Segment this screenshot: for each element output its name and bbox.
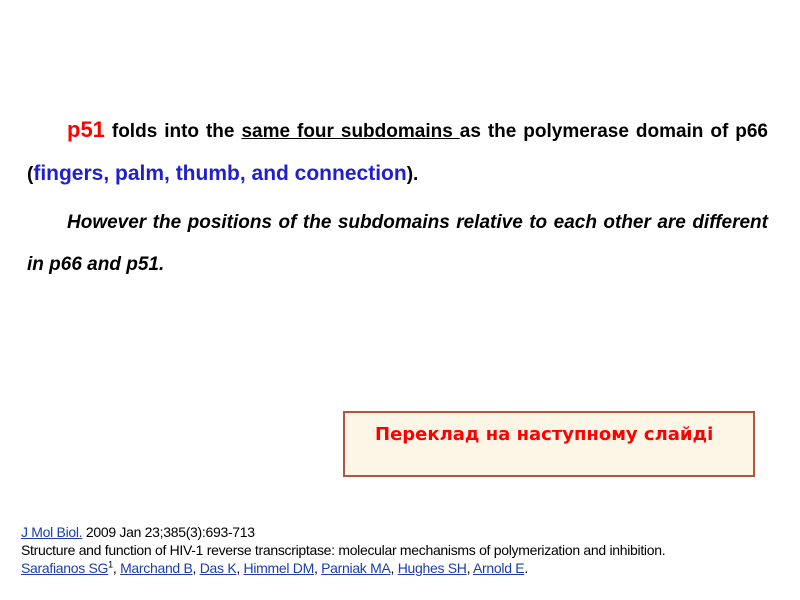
reference-block	[21, 523, 791, 577]
author-link[interactable]: Marchand B	[120, 560, 193, 576]
reference-authors	[21, 559, 791, 577]
author-link[interactable]: Parniak MA	[321, 560, 391, 576]
author-separator: ,	[192, 560, 200, 576]
protein-name-p51: p51	[67, 117, 105, 142]
author-separator: ,	[466, 560, 474, 576]
journal-link[interactable]: J Mol Biol.	[21, 524, 83, 540]
paragraph1-text-b: as the polymerase domain of p66 (	[27, 121, 768, 185]
paragraph-subdomain-positions	[27, 202, 768, 286]
paragraph1-text-c: ).	[406, 164, 419, 185]
author-separator: ,	[390, 560, 398, 576]
underlined-phrase: same four subdomains	[241, 121, 460, 142]
author-link[interactable]: Sarafianos SG	[21, 560, 109, 576]
paragraph-p51-subdomains	[27, 109, 768, 196]
reference-journal-line	[21, 523, 791, 541]
author-link[interactable]: Himmel DM	[243, 560, 314, 576]
author-separator: ,	[236, 560, 244, 576]
author-separator: ,	[313, 560, 322, 576]
reference-end: .	[524, 560, 528, 576]
affiliation-superscript: 1	[108, 559, 113, 570]
translation-note-box	[343, 411, 755, 477]
reference-citation: 2009 Jan 23;385(3):693-713	[82, 524, 255, 540]
paragraph2-text: However the positions of the subdomains relative to each other are different in p66 and p51.	[27, 212, 768, 275]
author-link[interactable]: Das K	[199, 560, 237, 576]
author-link[interactable]: Hughes SH	[397, 560, 467, 576]
translation-note-text: Переклад на наступному слайді	[375, 424, 714, 445]
reference-title: Structure and function of HIV-1 reverse transcriptase: molecular mechanisms of polymerization and inhibition.	[21, 542, 666, 558]
author-separator: ,	[112, 560, 121, 576]
author-link[interactable]: Arnold E	[473, 560, 525, 576]
subdomain-list: fingers, palm, thumb, and connection	[33, 162, 407, 185]
paragraph1-text-a: folds into the	[104, 121, 242, 142]
